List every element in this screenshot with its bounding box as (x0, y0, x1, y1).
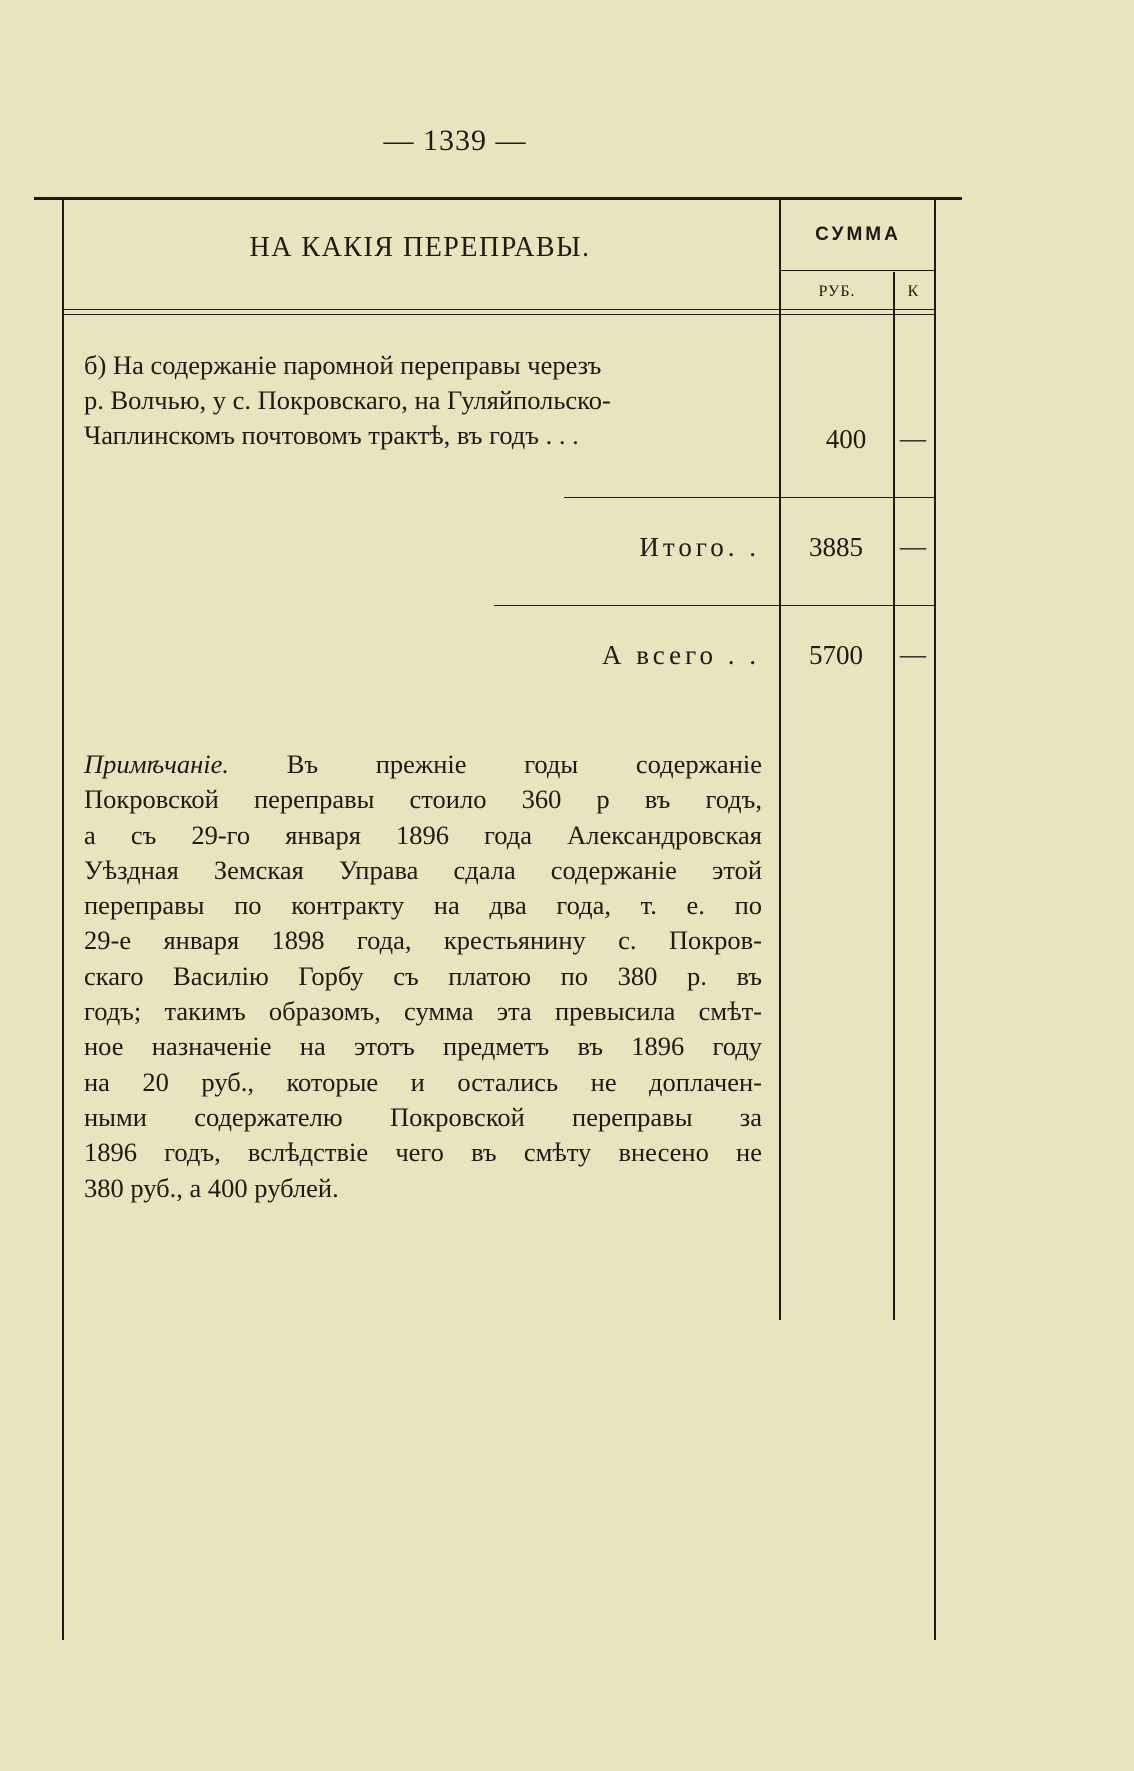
header-rule-1 (62, 309, 934, 310)
sum-header: СУММА (815, 224, 901, 245)
note-line: 1896 годъ, вслѣдствіе чего въ смѣту внесено не (84, 1137, 762, 1168)
note-line: 29-е января 1898 года, крестьянину с. Покров- (84, 925, 762, 956)
summa-underline (779, 270, 934, 271)
note-line: скаго Василію Горбу съ платою по 380 р. въ (84, 960, 762, 991)
entry-line: р. Волчью, у с. Покровскаго, на Гуляйпольско- (84, 385, 611, 415)
note-line: 380 руб., а 400 рублей. (84, 1172, 339, 1203)
note-paragraph (84, 747, 762, 1206)
note-line: ными содержателю Покровской переправы за (84, 1101, 762, 1132)
note-line: Покровской переправы стоило 360 р въ годъ, (84, 784, 762, 815)
note-line: на 20 руб., которые и остались не доплачен- (84, 1066, 762, 1097)
entry-text (84, 348, 762, 453)
note-lead: Примѣчаніе. (84, 749, 230, 779)
kop-header: К (907, 283, 919, 300)
note-line: ное назначеніе на этотъ предметъ въ 1896 году (84, 1031, 762, 1062)
note-line: годъ; такимъ образомъ, сумма эта превысила смѣт- (84, 996, 762, 1027)
row-rule (494, 605, 934, 606)
entry-rub-value: 400 (825, 424, 867, 454)
itogo-label: Итого. . (639, 532, 760, 562)
rub-header: РУБ. (818, 283, 856, 300)
vsego-label: А всего . . (601, 640, 760, 670)
table-right-rule (934, 200, 936, 1640)
row-rule (564, 497, 934, 498)
sum-column-rule (779, 200, 781, 1320)
entry-line: Чаплинскомъ почтовомъ трактѣ, въ годъ . . . (84, 420, 579, 450)
entry-line: б) На содержаніе паромной переправы черезъ (84, 350, 602, 380)
note-line: Уѣздная Земская Управа сдала содержаніе этой (84, 854, 762, 885)
itogo-kop-value: — (900, 532, 926, 561)
vsego-kop-value: — (900, 640, 926, 669)
note-line: а съ 29-го января 1896 года Александровская (84, 819, 762, 850)
header-rule-2 (62, 314, 934, 315)
column-title: НА КАКІЯ ПЕРЕПРАВЫ. (249, 232, 591, 263)
table-top-rule (34, 197, 962, 200)
note-line: Примѣчаніе. Въ прежніе годы содержаніе (84, 749, 762, 779)
page-number: — 1339 — (383, 124, 527, 157)
itogo-rub-value: 3885 (809, 532, 863, 562)
note-line: переправы по контракту на два года, т. е. по (84, 890, 762, 921)
entry-kop-value: — (900, 424, 926, 453)
table-left-rule (62, 200, 64, 1640)
vsego-rub-value: 5700 (809, 640, 863, 670)
